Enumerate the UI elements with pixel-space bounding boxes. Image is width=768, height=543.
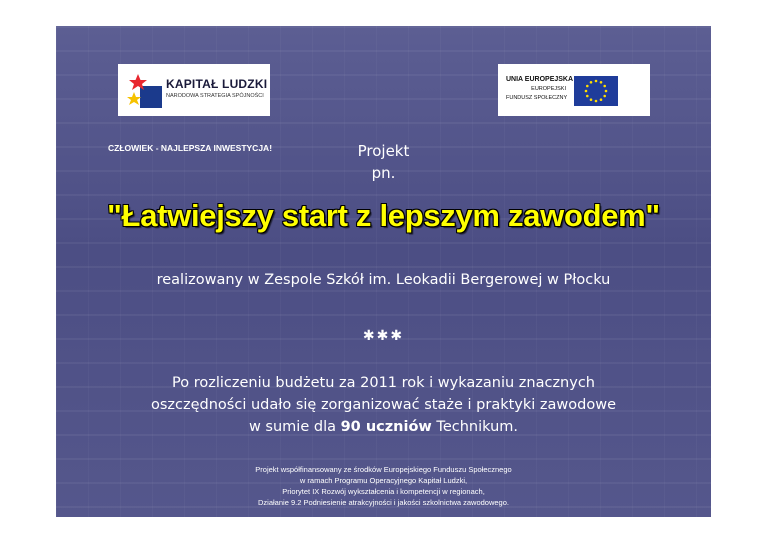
budget-line3-pre: w sumie dla [248,419,341,435]
budget-paragraph-line3 [116,416,651,438]
realized-by-text: realizowany w Zespole Szkół im. Leokadii Bergerowej w Płocku [156,272,611,288]
cofinancing-footer [56,464,711,508]
kapital-ludzki-title: KAPITAŁ LUDZKI [166,77,268,91]
budget-line3-post: Technikum. [431,419,519,435]
kapital-ludzki-emblem-icon [124,70,164,110]
project-intro-line1: Projekt [357,142,410,160]
project-intro [56,140,711,184]
budget-paragraph-line1: Po rozliczeniu budżetu za 2011 rok i wykazaniu znacznych [172,375,595,391]
kapital-ludzki-subtitle: NARODOWA STRATEGIA SPÓJNOŚCI [166,93,264,99]
budget-paragraph-line2: oszczędności udało się zorganizować staże i praktyki zawodowe [150,397,616,413]
footer-line3: Priorytet IX Rozwój wykształcenia i kompetencji w regionach, [282,487,485,496]
students-count: 90 uczniów [340,419,432,435]
footer-line4: Działanie 9.2 Podniesienie atrakcyjności i jakości szkolnictwa zawodowego. [258,498,509,507]
eu-logo [498,64,650,116]
slogan: CZŁOWIEK - NAJLEPSZA INWESTYCJA! [108,143,273,153]
slide [56,26,711,517]
kapital-ludzki-logo [118,64,270,116]
project-intro-line2: pn. [371,164,396,182]
footer-line1: Projekt współfinansowany ze środków Europejskiego Funduszu Społecznego [255,465,512,474]
separator-stars: ✱✱✱ [362,328,405,344]
eu-logo-line1: UNIA EUROPEJSKA [506,76,574,83]
budget-paragraph [116,372,651,438]
eu-logo-line2: EUROPEJSKI [531,86,566,92]
project-title: "Łatwiejszy start z lepszym zawodem" [107,198,660,233]
footer-line2: w ramach Programu Operacyjnego Kapitał Ludzki, [299,476,468,485]
eu-logo-line3: FUNDUSZ SPOŁECZNY [506,95,568,101]
eu-flag-icon [574,76,618,106]
